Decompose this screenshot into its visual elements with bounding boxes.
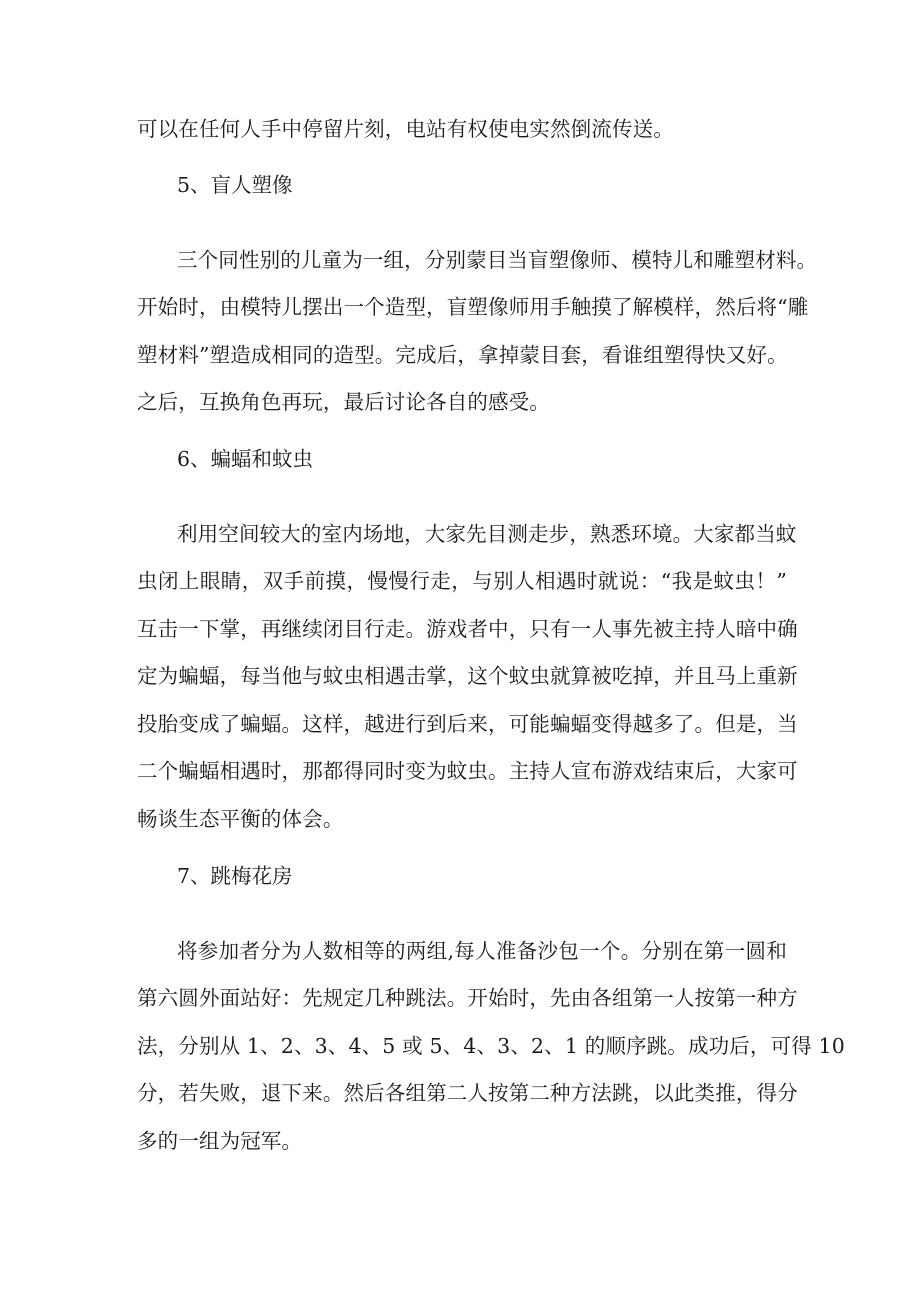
paragraph-line: 利用空间较大的室内场地，大家先目测走步，熟悉环境。大家都当蚊 [177,522,797,546]
paragraph-line: 法，分别从 1、2、3、4、5 或 5、4、3、2、1 的顺序跳。成功后，可得 10 [137,1034,845,1058]
paragraph-line: 畅谈生态平衡的体会。 [137,807,344,831]
intro-line: 可以在任何人手中停留片刻，电站有权使电实然倒流传送。 [137,117,674,141]
section-heading: 7、跳梅花房 [177,864,293,888]
paragraph-line: 将参加者分为人数相等的两组,每人准备沙包一个。分别在第一圆和 [177,939,787,963]
paragraph-line: 多的一组为冠军。 [137,1129,303,1153]
paragraph-line: 之后，互换角色再玩，最后讨论各自的感受。 [137,390,550,414]
paragraph-line: 二个蝙蝠相遇时，那都得同时变为蚊虫。主持人宣布游戏结束后，大家可 [137,759,798,783]
paragraph-line: 第六圆外面站好：先规定几种跳法。开始时，先由各组第一人按第一种方 [137,986,798,1010]
paragraph-line: 开始时，由模特儿摆出一个造型，盲塑像师用手触摸了解模样，然后将“雕 [137,295,809,319]
paragraph-line: 塑材料”塑造成相同的造型。完成后，拿掉蒙目套，看谁组塑得快又好。 [137,343,788,367]
paragraph-line: 分，若失败，退下来。然后各组第二人按第二种方法跳，以此类推，得分 [137,1081,798,1105]
paragraph-line: 虫闭上眼睛，双手前摸，慢慢行走，与别人相遇时就说：“我是蚊虫！” [137,569,787,593]
paragraph-line: 定为蝙蝠，每当他与蚊虫相遇击掌，这个蚊虫就算被吃掉，并且马上重新 [137,664,798,688]
section-heading: 6、蝙蝠和蚊虫 [177,447,314,471]
paragraph-line: 三个同性别的儿童为一组，分别蒙目当盲塑像师、模特儿和雕塑材料。 [177,248,818,272]
paragraph-line: 投胎变成了蝙蝠。这样，越进行到后来，可能蝙蝠变得越多了。但是，当 [137,712,798,736]
section-heading: 5、盲人塑像 [177,173,293,197]
paragraph-line: 互击一下掌，再继续闭目行走。游戏者中，只有一人事先被主持人暗中确 [137,617,798,641]
